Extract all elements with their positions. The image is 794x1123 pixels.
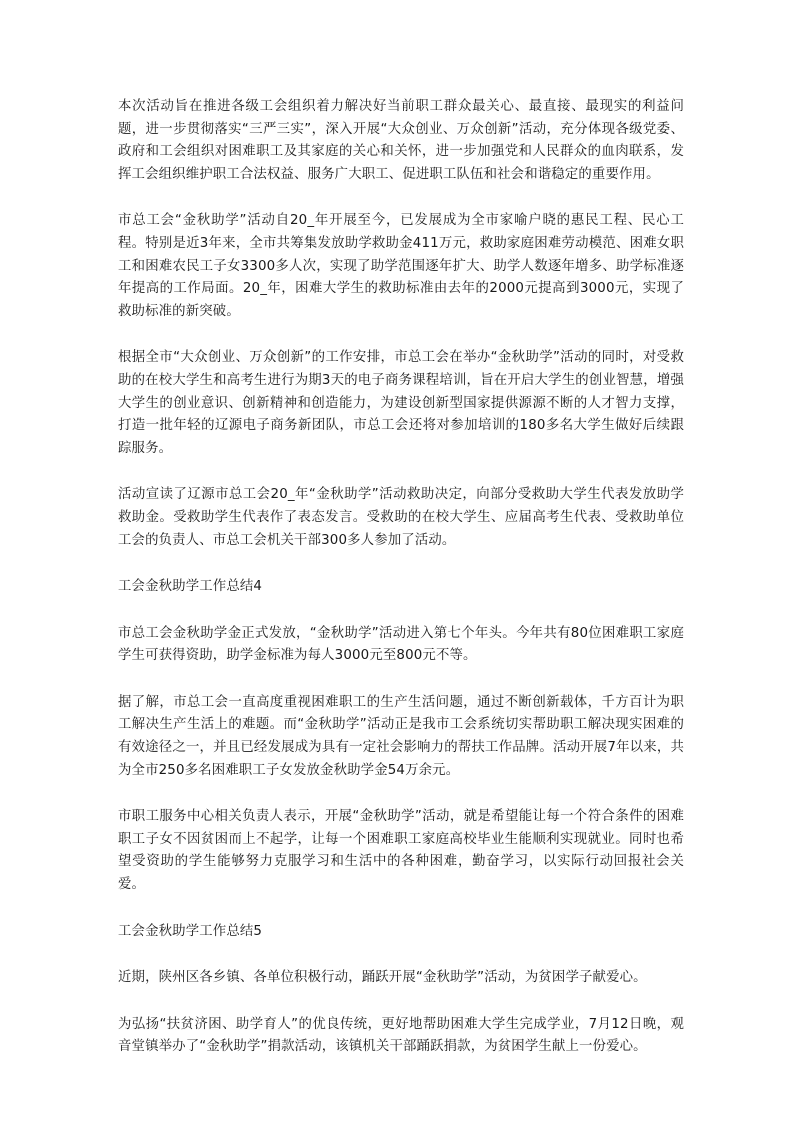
paragraph-program-history: 市总工会“金秋助学”活动自20_年开展至今，已发展成为全市家喻户晓的惠民工程、民心工程。特别是近3年来，全市共筹集发放助学救助金411万元，救助家庭困难劳动模范、困难女职工和困难农民工子女3300多人次，实现了助学范围逐年扩大、助学人数逐年增多、助学标准逐年提高的工作局面。20_年，困难大学生的救助标准由去年的2000元提高到3000元，实现了救助标准的新突破。: [118, 213, 684, 319]
paragraph-program-background: 据了解，市总工会一直高度重视困难职工的生产生活问题，通过不断创新载体，千方百计为职工解决生产生活上的难题。而“金秋助学”活动正是我市工会系统切实帮助职工解决现实困难的有效途径之一，并且已经发展成为具有一定社会影响力的帮扶工作品牌。活动开展7年以来，共为全市250多名困难职工子女发放金秋助学金54万余元。: [118, 694, 684, 778]
document-body: [118, 96, 684, 1083]
paragraph-district-action: 近期，陕州区各乡镇、各单位积极行动，踊跃开展“金秋助学”活动，为贫困学子献爱心。: [118, 970, 647, 986]
paragraph-donation-event: 为弘扬“扶贫济困、助学育人”的优良传统，更好地帮助困难大学生完成学业，7月12日晚，观音堂镇举办了“金秋助学”捐款活动，该镇机关干部踊跃捐款，为贫困学生献上一份爱心。: [118, 1016, 684, 1055]
paragraph-activity-purpose: 本次活动旨在推进各级工会组织着力解决好当前职工群众最关心、最直接、最现实的利益问题，进一步贯彻落实“三严三实”，深入开展“大众创业、万众创新”活动，充分体现各级党委、政府和工会组织对困难职工及其家庭的关心和关怀，进一步加强党和人民群众的血肉联系，发挥工会组织维护职工合法权益、服务广大职工、促进职工队伍和社会和谐稳定的重要作用。: [118, 99, 684, 182]
section-heading-summary-4: 工会金秋助学工作总结4: [118, 579, 263, 595]
paragraph-ecommerce-training: 根据全市“大众创业、万众创新”的工作安排，市总工会在举办“金秋助学”活动的同时，对受救助的在校大学生和高考生进行为期3天的电子商务课程培训，旨在开启大学生的创业智慧，增强大学生的创业意识、创新精神和创造能力，为建设创新型国家提供源源不断的人才智力支撑，打造一批年轻的辽源电子商务新团队，市总工会还将对参加培训的180多名大学生做好后续跟踪服务。: [118, 350, 684, 456]
paragraph-grant-distribution: 市总工会金秋助学金正式发放，“金秋助学”活动进入第七个年头。今年共有80位困难职工家庭学生可获得资助，助学金标准为每人3000元至800元不等。: [118, 625, 684, 664]
paragraph-service-center-statement: 市职工服务中心相关负责人表示，开展“金秋助学”活动，就是希望能让每一个符合条件的困难职工子女不因贫困而上不起学，让每一个困难职工家庭高校毕业生能顺利实现就业。同时也希望受资助的学生能够努力克服学习和生活中的各种困难，勤奋学习，以实际行动回报社会关爱。: [118, 809, 684, 893]
paragraph-award-ceremony: 活动宣读了辽源市总工会20_年“金秋助学”活动救助决定，向部分受救助大学生代表发放助学救助金。受救助学生代表作了表态发言。受救助的在校大学生、应届高考生代表、受救助单位工会的负责人、市总工会机关干部300多人参加了活动。: [118, 487, 684, 548]
section-heading-summary-5: 工会金秋助学工作总结5: [118, 923, 263, 939]
